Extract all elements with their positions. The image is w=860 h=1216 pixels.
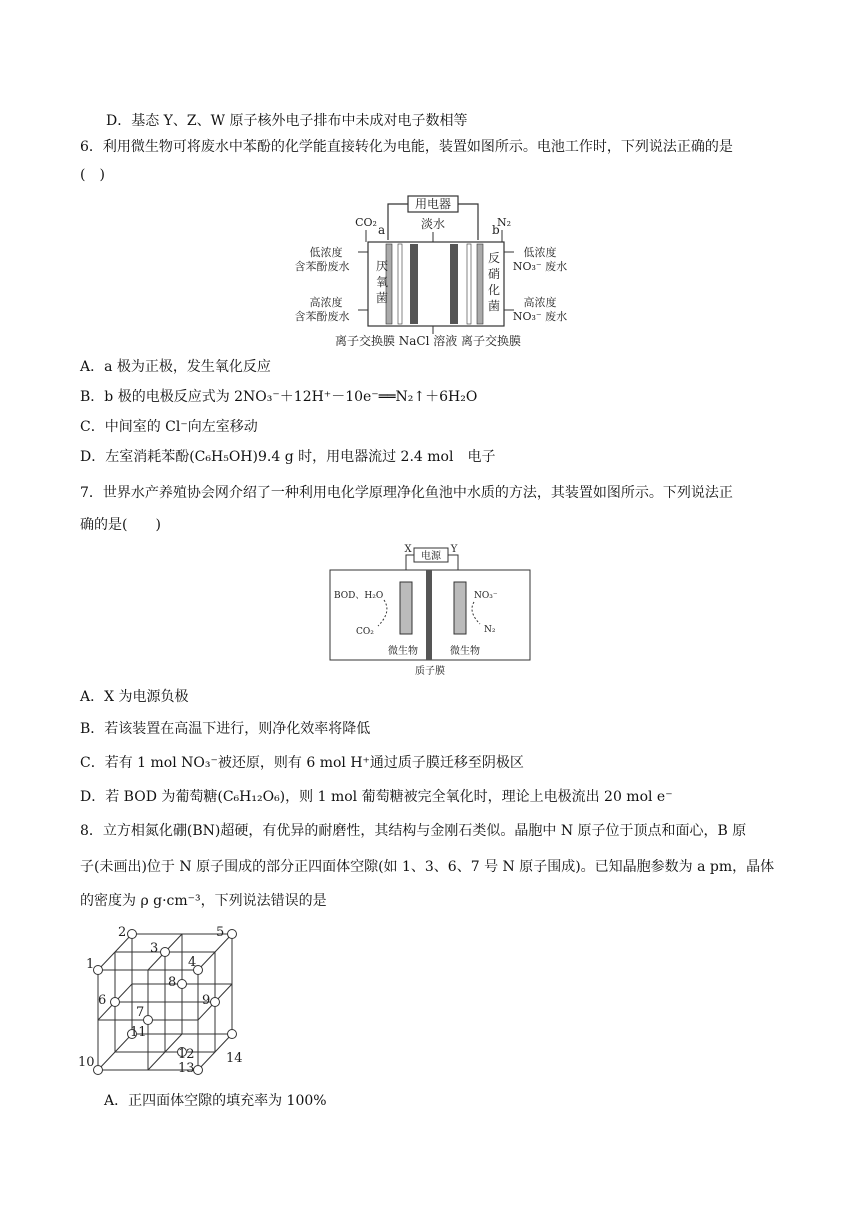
svg-text:CO₂: CO₂ [356, 627, 374, 637]
q6-option-c: C．中间室的 Cl⁻向左室移动 [80, 419, 258, 435]
svg-text:7: 7 [136, 1005, 145, 1020]
q8-stem-line3: 的密度为 ρ g·cm⁻³，下列说法错误的是 [80, 893, 327, 909]
q7-stem-line1: 7．世界水产养殖协会网介绍了一种利用电化学原理净化鱼池中水质的方法，其装置如图所示。下列说法正 [80, 485, 733, 501]
q7-option-a: A．X 为电源负极 [80, 689, 189, 705]
svg-text:2: 2 [118, 925, 127, 940]
svg-text:1: 1 [86, 957, 95, 972]
q8-option-a: A．正四面体空隙的填充率为 100% [104, 1093, 327, 1109]
power-label: 电源 [421, 551, 441, 562]
bottom-label: 离子交换膜 NaCl 溶液 离子交换膜 [334, 334, 522, 348]
svg-text:4: 4 [188, 955, 197, 970]
q8-crystal-cell [74, 924, 254, 1080]
q8-stem-line2: 子(未画出)位于 N 原子围成的部分正四面体空隙(如 1、3、6、7 号 N 原子围成)。已知晶胞参数为 a pm，晶体 [80, 859, 775, 875]
svg-text:菌: 菌 [488, 299, 501, 313]
q7-option-d: D．若 BOD 为葡萄糖(C₆H₁₂O₆)，则 1 mol 葡萄糖被完全氧化时，理论上电极流出 20 mol e⁻ [80, 789, 673, 805]
q6-stem-line1: 6．利用微生物可将废水中苯酚的化学能直接转化为电能，装置如图所示。电池工作时，下列说法正确的是 [80, 139, 733, 155]
q6-option-b: B．b 极的电极反应式为 2NO₃⁻＋12H⁺－10e⁻══N₂↑＋6H₂O [80, 389, 478, 405]
svg-text:化: 化 [488, 283, 501, 297]
svg-text:微生物: 微生物 [388, 646, 418, 657]
q6-option-a: A．a 极为正极，发生氧化反应 [80, 359, 271, 375]
svg-text:9: 9 [202, 993, 211, 1008]
svg-text:高浓度: 高浓度 [523, 296, 557, 309]
q6-option-d: D．左室消耗苯酚(C₆H₅OH)9.4 g 时，用电器流过 2.4 mol 电子 [80, 449, 496, 465]
svg-text:低浓度: 低浓度 [309, 246, 343, 259]
electrode-a-label: a [378, 223, 386, 237]
q7-option-b: B．若该装置在高温下进行，则净化效率将降低 [80, 721, 371, 737]
svg-text:10: 10 [78, 1055, 95, 1070]
device-label: 用电器 [414, 197, 452, 211]
svg-text:高浓度: 高浓度 [309, 296, 343, 309]
svg-text:11: 11 [130, 1025, 147, 1040]
svg-text:NO₃⁻: NO₃⁻ [474, 591, 498, 601]
svg-text:12: 12 [178, 1047, 195, 1062]
n2-label: N₂ [496, 216, 512, 229]
anaerobe-label [376, 259, 388, 305]
svg-text:质子膜: 质子膜 [415, 666, 445, 677]
svg-text:5: 5 [216, 925, 225, 940]
electrode-b-label: b [492, 223, 500, 237]
co2-label: CO₂ [355, 216, 377, 229]
x-label: X [404, 544, 412, 555]
svg-text:反: 反 [488, 251, 501, 265]
q6-stem-line2: ( ) [80, 167, 105, 183]
q6-battery-diagram [278, 192, 578, 348]
q7-electrochem-diagram [326, 540, 536, 680]
svg-text:微生物: 微生物 [450, 646, 480, 657]
fresh-water-label: 淡水 [420, 217, 446, 231]
svg-text:NO₃⁻ 废水: NO₃⁻ 废水 [512, 310, 568, 323]
svg-text:含苯酚废水: 含苯酚废水 [294, 260, 350, 273]
q5-option-d: D．基态 Y、Z、W 原子核外电子排布中未成对电子数相等 [106, 113, 468, 129]
svg-text:14: 14 [226, 1051, 243, 1066]
q8-stem-line1: 8．立方相氮化硼(BN)超硬，有优异的耐磨性，其结构与金刚石类似。晶胞中 N 原子位于顶点和面心，B 原 [80, 823, 747, 839]
q7-option-c: C．若有 1 mol NO₃⁻被还原，则有 6 mol H⁺通过质子膜迁移至阴极区 [80, 755, 524, 771]
svg-text:低浓度: 低浓度 [523, 246, 557, 259]
svg-text:6: 6 [98, 993, 107, 1008]
svg-text:菌: 菌 [376, 291, 389, 305]
svg-text:含苯酚废水: 含苯酚废水 [294, 310, 350, 323]
svg-text:N₂: N₂ [484, 625, 496, 635]
y-label: Y [450, 544, 458, 555]
svg-text:NO₃⁻ 废水: NO₃⁻ 废水 [512, 260, 568, 273]
svg-text:BOD、H₂O: BOD、H₂O [334, 591, 384, 601]
svg-text:氧: 氧 [376, 275, 389, 289]
svg-text:硝: 硝 [488, 267, 501, 281]
svg-text:13: 13 [178, 1061, 195, 1076]
svg-text:3: 3 [150, 941, 159, 956]
q7-stem-line2: 确的是( ) [80, 517, 161, 533]
svg-text:厌: 厌 [376, 259, 389, 273]
svg-text:8: 8 [168, 975, 177, 990]
